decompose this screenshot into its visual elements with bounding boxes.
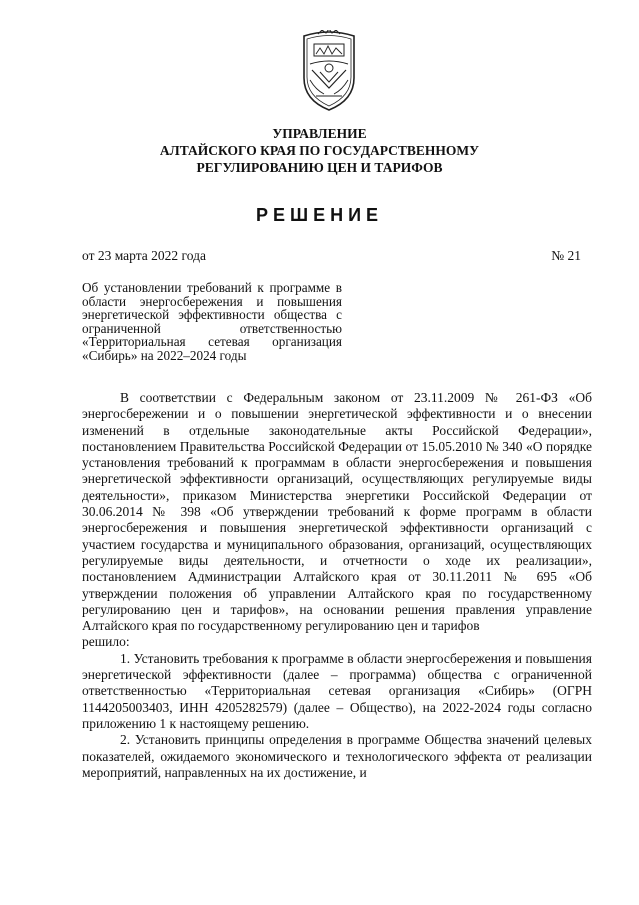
preamble-paragraph: В соответствии с Федеральным законом от 23.11.2009 № 261-ФЗ «Об энергосбережении и о повышении энергетической эффективности и о внесении изменений в отдельные законодательные акты Российской Федерации», постановлением Правительства Российской Федерации от 15.05.2010 № 340 «О порядке установления требований к программам в области энергосбережения и повышения энергетической эффективности организаций, осуществляющих регулируемые виды деятельности», приказом Министерства энергетики Российской Федерации от 30.06.2014 № 398 «Об утверждении требований к форме программ в области энергосбережения и повышения энергетической эффективности организаций с участием государства и муниципального образования, организаций, осуществляющих регулируемые виды деятельности, и отчетности о ходе их реализации», постановлением Администрации Алтайского края от 30.11.2011 № 695 «Об утверждении положения об управлении Алтайского края по государственному регулированию цен и тарифов», на основании решения правления управление Алтайского края по государственному регулированию цен и тарифов [82,390,592,634]
clause-2-paragraph: 2. Установить принципы определения в программе Общества значений целевых показателей, ожидаемого экономического и технологического эффекта от реализации мероприятий, направленных на их достижение, и [82,732,592,780]
org-name-line-2: АЛТАЙСКОГО КРАЯ ПО ГОСУДАРСТВЕННОМУ [159,143,480,158]
document-date: от 23 марта 2022 года [82,248,206,263]
document-title: РЕШЕНИЕ [255,205,384,225]
org-name-line-3: РЕГУЛИРОВАНИЮ ЦЕН И ТАРИФОВ [196,160,443,175]
document-number: № 21 [551,248,581,263]
document-subject: Об установлении требований к программе в области энергосбережения и повышения энергетической эффективности общества с ограниченной ответственностью «Территориальная сетевая организация «Сибирь» на 2022–2024 годы [82,280,342,363]
decided-word: решило: [82,634,130,650]
coat-of-arms-emblem-icon [296,30,362,112]
document-body [82,390,592,781]
clause-1-paragraph: 1. Установить требования к программе в области энергосбережения и повышения энергетической эффективности (далее – программа) общества с ограниченной ответственностью «Территориальная сетевая организация «Сибирь» (ОГРН 1144205003403, ИНН 4205282579) (далее – Общество), на 2022-2024 годы согласно приложению 1 к настоящему решению. [82,650,592,731]
org-name-line-1: УПРАВЛЕНИЕ [272,126,367,141]
